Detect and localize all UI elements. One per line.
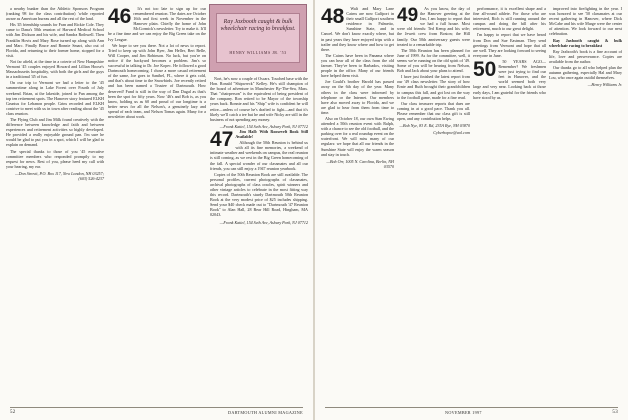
correspondent-email: Cyberhopoe@aol.com [433,130,470,136]
left-folio [10,409,16,415]
paragraph: Joe Gould's brother Harold has passed away on the 6th day of the year. Many others in the class were informed by telephone or the Internet. Our members have also moved away to Florida, and we are glad to hear from them from time to time. [321,79,394,115]
page-number: 52 [10,410,16,415]
paragraph: Also on October 18, our own Stan Ewing attended a 50th reunion event with Ralph, with a chance to see the old football, and the parking over for a real roundup event on the waterfront. We will miss many of our regulars: we hope that all our friends in the Sunshine State will enjoy the warm season and stay in touch. [321,115,394,157]
class-notes-column-1 [321,6,394,169]
paragraph: improved into firefighting in the year. I was honored to see '50 classmates at our recent gathering in Hanover, where Dick McCabe and his wife Marge were the center of attention. We look forward to our next celebration. [549,6,622,37]
class-year-number: 47 [210,127,234,151]
class-notes-column-4 [549,6,622,87]
class-year-number: 48 [321,5,345,28]
paragraph: performance, it is excellent shape and a fine all-round athlete. For those who are interested, Rich is still running around the campus and doing the hill after his retirement, much to our great delight. [473,6,546,32]
section-heading: Ray Jaxbooth caught & bulk wheelchair racing to breakfast [549,37,622,48]
book-author: HENRY WILLIAMS JR. '53 [229,50,287,55]
class-notes-column-3 [473,6,546,101]
right-page [315,0,628,420]
book-title: Ray Jaxbooth caught & bulk wheelchair racing to breakfast. [220,19,296,32]
paragraph: The Cairns have been in Panama where you can hear all of the class from the old farmer. They've been to Barbados, visiting people in the office. Many of our friends have helped them visit. [321,52,394,79]
paragraph: Walt and Mary Lane Cairns are now Gulfport in their small Gulfport southern residence in Palmetto, Sunshine State, and in Cancel. We don't know exactly where, but in past years they have enjoyed trips with a trailer and they know where and how to get there. [321,6,394,52]
class-notes-column-1 [6,6,104,181]
correspondent-signature: —Don Strovit, P.O. Box 117, New London, NH 03257; (603) 526-4237 [15,170,104,181]
paragraph: The Flying Club and Jim Milk found creatively with the difference between knowledge and faith and between experiences and retirement activities so highly developed. He provided a really enjoyable ground pan. I'm sure he would be glad to put you in a spot, which I will be glad to explain on demand. [6,116,104,148]
page-number: 53 [612,410,618,415]
class-notes-column-2 [397,6,470,135]
paragraph: 50 YEARS AGO—Remember? We freshmen were just trying to find our feet in Hanover, and the world seemed both very large and very near. Looking back at those early days, I am grateful for the friends who have stood by us. [473,58,546,100]
paragraph: On our trip to Vermont we had a letter to the '45 summertime along in Lake Forest over Fourth of July weekend. Brian, at the lakeside, joined to Pan among the top ten retirement spots. The Hanover story featured ELKH Gruntus for Lebanon people. Grins recorded and ELKH contrive to meet with us in town after reading about the '45 class reunion. [6,80,104,116]
paragraph: His '45 friendship sounds for Fran and Rickie Cole. They came to Dana's 50th reunion of Harvard Medical School with Jim Dickson and his wife, and Sandra Rothwell. Then Franklin Hovis and Mary Rose turned up along with Ann and Marc. Finally Bruce and Bonnie Smart, also out of Florida, and returning to their former home, stopped for a visit. [6,22,104,58]
magazine-name: DARTMOUTH ALUMNI MAGAZINE [228,410,303,415]
class-year-number: 50 [473,57,497,81]
class-notes-column-3 [210,76,308,225]
paragraph: Our class treasurer reports that dues are coming in at a good pace. Thank you all. Please remember that our class gift is still open, and any contribution helps. [397,100,470,121]
paragraph: Our thanks go to all who helped plan the autumn gathering, especially Hal and Mary Lou, who once again outdid themselves. [549,65,622,81]
section-heading: Jim Hall: With Roosevelt Book Still Available! [235,128,308,140]
paragraph: Not far afield, at the time in a coterie of New Hampshire Vermont '45 couples enjoyed Howard and Lillian Hoose's Massachusetts hospitality, with both the girls and the guys in a traditional '45 of fun. [6,58,104,80]
correspondent-signature: —Frank Kattel, 154 Seth Ave, Asbury Park, NJ 07712 [219,123,308,129]
correspondent-signature: —Henry Williams Jr. [587,82,622,88]
paragraph: It's not too late to sign up for our remembered reunion. The dates are October 16th and first week in November in the Hanover plain. Chiefly the home of John McCormick's newsletter. Try to make it. It'll be a fine time and we can enjoy the Big Green take on the Ivy League. [108,6,206,42]
paragraph: I'm happy to report that we have heard from Don and Sue Eastman. They send greetings from Vermont and hope that all are well. They are looking forward to seeing everyone in June. [473,32,546,58]
class-year-number: 49 [397,5,419,26]
class-year-number: 46 [108,5,132,28]
paragraph: We hope to see you there. Not a lot of news to report. Tried to keep up with John Byer, Jim Heller, Bert Belle, Will Cooper, and Jim Robinson. No luck, but you're on notice if the backyard becomes a problem. Jim's so successful in talking to Dr. Joe Kopec. He followed a good Dartmouth homecoming. I chose a more casual retirement of the same, Joe goes to Sanibel, FL, where it gets cold, and that's about time to the Snowbirds. Joe recently retired and has been named a Trustee of Dartmouth. How deserved! Fund is still in the way of Dan Dugal as that's been the spot for fifty years. Now '46's and Bob is, as you know, holding us as 60 and proud of our longtime is a better news for all the Nelson's, a genuinely lazy and spread of each team, and Nelson Tomas again. Many for a newsletter about work. [108,42,206,119]
footer-rule [325,407,618,408]
paragraph: Nort, he's now a couple of Oscars. Touched base with the Hon. Ronald "Shipwreck" Kelley. He's still champion of the board of adventure in Manchester By-The-Sea, Mass. That "chairperson" is the equivalent of being president of the company. Ron retired to be Mayor of the township years back. Ronnie and his "Ship" wife is confident he will retire—unless of course he's drafted to fight—and that it's likely we'll catch a tee but he and wife Nicky are still in the business of not spending any money. [210,76,308,122]
paragraph: a nearby bunker than the Athletic Sponsors Program (ranking 98 for the class contribution) 'while reported aware as American bureau and all the rest of the land. [6,6,104,22]
issue-date: NOVEMBER 1997 [445,410,482,415]
correspondent-signature: —Frank Kattel, 154 Seth Ave, Asbury Park, NJ 07712 [219,219,308,225]
paragraph: The special thanks to those of you '45 executive committee members who responded promptly to my request for news. Rest of you, please heed my call with your hearing, my ear. [6,148,104,169]
paragraph: I have just finished the latest report from our '49 class newsletter. The story of how Ernie and Ruth brought their grandchildren to campus this fall, and got lost on the way to the football game, made for a fine read. [397,74,470,100]
paragraph: As you know, the day of the Hanover greeting at the Inn, I am happy to report that we had a full house. Most were old friends: Ted Kemp and his wife; the Jewett crew from Boston; the Hill family. Our 50th anniversary guests were treated to a remarkable trip. [397,6,470,47]
correspondent-signature: —Bob Orr, 1005 N. Carolina, Berlin, NH 03570 [326,158,394,169]
paragraph: Copies of the 50th Reunion Book are still available. The personal profiles, current photographs of classmates, archival photographs of class oracles, spirit winners and other vintage articles to celebrate in the most fitting way this record. Dartmouth's sturdy Dartmouth 50th Reunion Book at the very modest price of $25 includes shipping. Send your $40 check made out to "Dartmouth '47 Reunion Book" to Alan Hall, 28 Bear Hill Road, Hingham, MA 02043. [210,171,308,218]
paragraph: Ray Jaxbooth's book is a fine account of life, love and perseverance. Copies are available from the author. [549,48,622,64]
footer-rule [10,407,303,408]
paragraph: Although the 50th Reunion is behind us with all its fine memories, a weekend of intimate weather and weekends on campus, the real reunion is still coming, as we rest in the Big Green homecoming of the fall. A special wonder of our classmates and all our friends, you can still enjoy a 1947 reunion yearbook. [210,140,308,171]
left-page [0,0,313,420]
correspondent-signature: —Bob Nye, 83 E. Rd, 235A Rye, NH 03870 [399,123,470,129]
right-folio [612,409,618,415]
paragraph: The 50th Reunion has been planned for June of 1999. As for the committee, well, it seems we're running on the old spirit of '49. Some of you will be hearing from Nelson, Bob and Jack about your plans to attend. [397,47,470,74]
class-notes-column-2 [108,6,206,120]
book-cover-image [209,4,307,72]
